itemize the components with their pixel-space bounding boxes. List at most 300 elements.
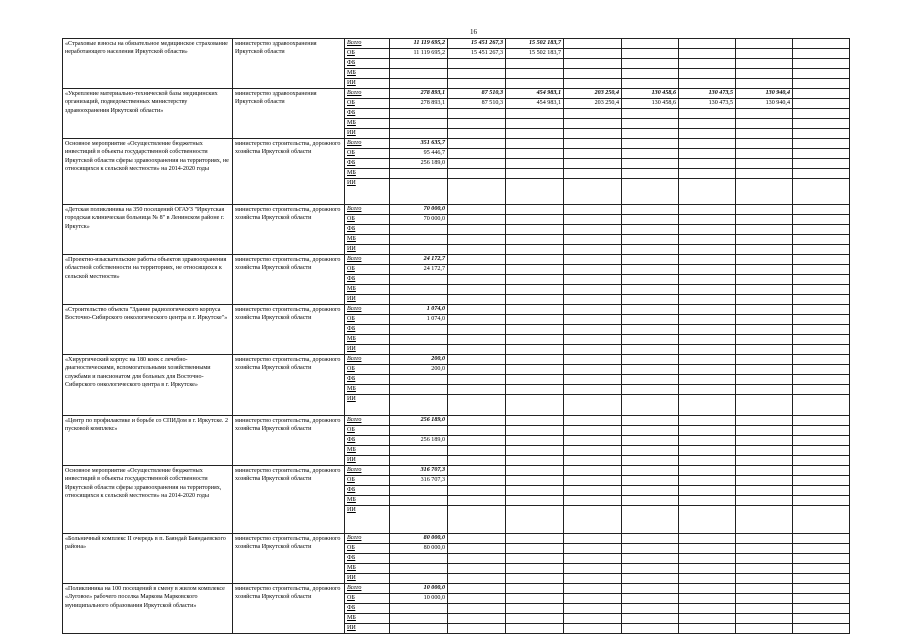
amount-cell xyxy=(793,265,850,275)
amount-cell xyxy=(793,315,850,325)
amount-cell xyxy=(679,205,736,215)
amount-cell xyxy=(736,554,793,564)
funding-source: Всего xyxy=(345,466,390,476)
amount-cell: 130 458,6 xyxy=(622,99,679,109)
amount-cell xyxy=(679,79,736,89)
amount-cell xyxy=(448,205,506,215)
amount-cell xyxy=(506,365,564,375)
amount-cell xyxy=(448,584,506,594)
amount-cell xyxy=(506,486,564,496)
amount-cell: 200,0 xyxy=(390,365,448,375)
amount-cell xyxy=(506,205,564,215)
activity-name: «Строительство объекта "Здание радиологического корпуса Восточно-Сибирского онкологического центра в г. Иркутске"» xyxy=(63,305,233,355)
amount-cell xyxy=(622,139,679,149)
amount-cell xyxy=(736,355,793,365)
amount-cell xyxy=(390,235,448,245)
amount-cell xyxy=(448,245,506,255)
amount-cell xyxy=(622,594,679,604)
amount-cell xyxy=(506,385,564,395)
amount-cell xyxy=(448,436,506,446)
amount-cell xyxy=(564,215,622,225)
amount-cell xyxy=(448,355,506,365)
amount-cell xyxy=(564,295,622,305)
amount-cell xyxy=(564,395,622,416)
table-row xyxy=(63,89,850,99)
amount-cell xyxy=(564,129,622,139)
amount-cell xyxy=(679,325,736,335)
amount-cell: 70 000,0 xyxy=(390,205,448,215)
amount-cell xyxy=(622,179,679,205)
amount-cell xyxy=(506,69,564,79)
amount-cell xyxy=(736,426,793,436)
amount-cell xyxy=(564,345,622,355)
amount-cell xyxy=(736,215,793,225)
amount-cell xyxy=(793,534,850,544)
amount-cell xyxy=(390,345,448,355)
amount-cell xyxy=(564,544,622,554)
amount-cell xyxy=(793,426,850,436)
amount-cell xyxy=(793,496,850,506)
amount-cell xyxy=(564,235,622,245)
amount-cell xyxy=(793,79,850,89)
responsible-executor: министерство строительства, дорожного хозяйства Иркутской области xyxy=(233,305,345,355)
amount-cell: 11 119 695,2 xyxy=(390,39,448,49)
amount-cell xyxy=(736,39,793,49)
amount-cell xyxy=(736,139,793,149)
funding-source: Всего xyxy=(345,89,390,99)
responsible-executor: министерство строительства, дорожного хозяйства Иркутской области xyxy=(233,205,345,255)
responsible-executor: министерство строительства, дорожного хозяйства Иркутской области xyxy=(233,255,345,305)
amount-cell xyxy=(679,534,736,544)
amount-cell xyxy=(736,159,793,169)
amount-cell xyxy=(390,325,448,335)
amount-cell xyxy=(793,235,850,245)
amount-cell: 454 983,1 xyxy=(506,99,564,109)
amount-cell xyxy=(679,355,736,365)
amount-cell xyxy=(622,604,679,614)
amount-cell xyxy=(448,345,506,355)
amount-cell xyxy=(679,109,736,119)
amount-cell xyxy=(793,275,850,285)
amount-cell xyxy=(506,624,564,634)
amount-cell xyxy=(506,235,564,245)
amount-cell xyxy=(793,69,850,79)
funding-source: ОБ xyxy=(345,544,390,554)
amount-cell xyxy=(448,255,506,265)
amount-cell xyxy=(679,245,736,255)
amount-cell xyxy=(390,564,448,574)
amount-cell xyxy=(622,624,679,634)
amount-cell xyxy=(564,456,622,466)
amount-cell xyxy=(564,275,622,285)
amount-cell xyxy=(793,325,850,335)
amount-cell: 256 189,0 xyxy=(390,416,448,426)
amount-cell xyxy=(390,506,448,534)
amount-cell xyxy=(679,446,736,456)
amount-cell xyxy=(679,564,736,574)
amount-cell xyxy=(679,59,736,69)
amount-cell xyxy=(622,215,679,225)
amount-cell xyxy=(448,315,506,325)
amount-cell xyxy=(736,624,793,634)
amount-cell xyxy=(390,285,448,295)
activity-name: «Хирургический корпус на 180 коек с лечебно-диагностическими, вспомогательными хозяйственными службами и пансионатом для больных для Восточно-Сибирского онкологического центра в г. Иркутске» xyxy=(63,355,233,416)
amount-cell xyxy=(506,584,564,594)
amount-cell xyxy=(793,416,850,426)
amount-cell xyxy=(506,426,564,436)
amount-cell: 15 502 183,7 xyxy=(506,49,564,59)
funding-source: Всего xyxy=(345,205,390,215)
page-number: 16 xyxy=(470,28,477,36)
amount-cell xyxy=(793,179,850,205)
amount-cell xyxy=(793,39,850,49)
amount-cell xyxy=(448,395,506,416)
amount-cell xyxy=(448,506,506,534)
amount-cell xyxy=(448,159,506,169)
amount-cell xyxy=(506,169,564,179)
amount-cell: 130 940,4 xyxy=(736,99,793,109)
amount-cell xyxy=(448,139,506,149)
amount-cell xyxy=(564,225,622,235)
amount-cell xyxy=(736,496,793,506)
budget-table-body xyxy=(63,39,850,634)
amount-cell xyxy=(390,335,448,345)
amount-cell xyxy=(390,129,448,139)
amount-cell xyxy=(793,594,850,604)
amount-cell xyxy=(736,574,793,584)
amount-cell xyxy=(679,39,736,49)
amount-cell xyxy=(793,584,850,594)
amount-cell xyxy=(448,375,506,385)
amount-cell xyxy=(564,255,622,265)
amount-cell xyxy=(622,255,679,265)
amount-cell xyxy=(736,614,793,624)
amount-cell xyxy=(390,604,448,614)
funding-source: ИИ xyxy=(345,79,390,89)
amount-cell xyxy=(564,39,622,49)
amount-cell xyxy=(679,295,736,305)
amount-cell xyxy=(793,574,850,584)
amount-cell xyxy=(506,225,564,235)
amount-cell xyxy=(506,614,564,624)
amount-cell: 316 707,3 xyxy=(390,476,448,486)
amount-cell xyxy=(390,179,448,205)
table-row xyxy=(63,39,850,49)
amount-cell xyxy=(679,594,736,604)
amount-cell xyxy=(736,335,793,345)
funding-source: ФБ xyxy=(345,159,390,169)
amount-cell xyxy=(622,79,679,89)
funding-source: ОБ xyxy=(345,99,390,109)
amount-cell xyxy=(506,335,564,345)
amount-cell xyxy=(564,416,622,426)
amount-cell xyxy=(793,169,850,179)
amount-cell xyxy=(506,436,564,446)
activity-name: «Страховые взносы на обязательное медицинское страхование неработающего населения Иркутской области» xyxy=(63,39,233,89)
amount-cell xyxy=(622,534,679,544)
amount-cell xyxy=(506,315,564,325)
amount-cell xyxy=(736,245,793,255)
amount-cell xyxy=(679,225,736,235)
amount-cell xyxy=(793,355,850,365)
amount-cell xyxy=(448,215,506,225)
amount-cell xyxy=(622,506,679,534)
amount-cell xyxy=(448,365,506,375)
amount-cell xyxy=(506,416,564,426)
amount-cell xyxy=(564,375,622,385)
funding-source: МБ xyxy=(345,614,390,624)
amount-cell xyxy=(506,275,564,285)
table-row xyxy=(63,305,850,315)
amount-cell xyxy=(736,79,793,89)
amount-cell xyxy=(793,476,850,486)
amount-cell xyxy=(736,109,793,119)
funding-source: Всего xyxy=(345,255,390,265)
amount-cell xyxy=(736,604,793,614)
amount-cell xyxy=(793,159,850,169)
amount-cell xyxy=(506,159,564,169)
amount-cell xyxy=(390,59,448,69)
amount-cell xyxy=(622,129,679,139)
amount-cell xyxy=(793,129,850,139)
amount-cell xyxy=(622,305,679,315)
amount-cell xyxy=(793,255,850,265)
amount-cell xyxy=(564,205,622,215)
amount-cell xyxy=(679,456,736,466)
amount-cell xyxy=(448,119,506,129)
amount-cell xyxy=(793,375,850,385)
amount-cell xyxy=(622,49,679,59)
amount-cell xyxy=(506,139,564,149)
activity-name: «Поликлиника на 100 посещений в смену в жилом комплексе «Луговое» рабочего поселка Маркова Марковского муниципального образования Иркутской области» xyxy=(63,584,233,634)
funding-source: ИИ xyxy=(345,345,390,355)
amount-cell xyxy=(679,544,736,554)
amount-cell xyxy=(390,109,448,119)
funding-source: МБ xyxy=(345,335,390,345)
funding-source: ИИ xyxy=(345,456,390,466)
responsible-executor: министерство строительства, дорожного хозяйства Иркутской области xyxy=(233,355,345,416)
amount-cell: 10 000,0 xyxy=(390,594,448,604)
funding-source: МБ xyxy=(345,446,390,456)
amount-cell xyxy=(506,355,564,365)
amount-cell xyxy=(622,395,679,416)
amount-cell: 130 940,4 xyxy=(736,89,793,99)
responsible-executor: министерство строительства, дорожного хозяйства Иркутской области xyxy=(233,416,345,466)
amount-cell: 10 000,0 xyxy=(390,584,448,594)
amount-cell xyxy=(736,416,793,426)
amount-cell xyxy=(564,265,622,275)
amount-cell xyxy=(622,584,679,594)
amount-cell xyxy=(448,456,506,466)
amount-cell xyxy=(506,594,564,604)
amount-cell xyxy=(506,215,564,225)
amount-cell: 130 473,5 xyxy=(679,89,736,99)
funding-source: ИИ xyxy=(345,574,390,584)
amount-cell xyxy=(622,345,679,355)
amount-cell xyxy=(564,486,622,496)
amount-cell xyxy=(793,109,850,119)
amount-cell xyxy=(736,315,793,325)
activity-name: «Больничный комплекс II очередь в п. Баяндай Баяндаевского района» xyxy=(63,534,233,584)
amount-cell: 454 983,1 xyxy=(506,89,564,99)
amount-cell xyxy=(679,486,736,496)
amount-cell xyxy=(448,385,506,395)
table-row xyxy=(63,534,850,544)
amount-cell xyxy=(793,335,850,345)
amount-cell xyxy=(679,49,736,59)
amount-cell xyxy=(448,604,506,614)
amount-cell xyxy=(564,496,622,506)
amount-cell xyxy=(564,534,622,544)
amount-cell: 24 172,7 xyxy=(390,265,448,275)
amount-cell xyxy=(564,426,622,436)
amount-cell xyxy=(506,179,564,205)
funding-source: ФБ xyxy=(345,486,390,496)
amount-cell xyxy=(622,574,679,584)
activity-name: Основное мероприятие «Осуществление бюджетных инвестиций в объекты государственной собственности Иркутской области сферы здравоохранения на территориях, не относящихся к сельской местности» на 2014-2020 годы xyxy=(63,139,233,205)
amount-cell: 95 446,7 xyxy=(390,149,448,159)
funding-source: ИИ xyxy=(345,624,390,634)
amount-cell xyxy=(506,285,564,295)
amount-cell xyxy=(736,436,793,446)
amount-cell xyxy=(448,79,506,89)
amount-cell xyxy=(448,554,506,564)
amount-cell xyxy=(448,335,506,345)
amount-cell xyxy=(506,119,564,129)
amount-cell: 15 451 267,3 xyxy=(448,49,506,59)
amount-cell xyxy=(390,295,448,305)
amount-cell xyxy=(622,39,679,49)
amount-cell xyxy=(622,235,679,245)
amount-cell xyxy=(390,169,448,179)
amount-cell xyxy=(793,245,850,255)
amount-cell xyxy=(564,139,622,149)
amount-cell xyxy=(793,49,850,59)
amount-cell xyxy=(622,335,679,345)
amount-cell: 15 451 267,3 xyxy=(448,39,506,49)
amount-cell xyxy=(564,564,622,574)
amount-cell xyxy=(564,335,622,345)
funding-source: ОБ xyxy=(345,215,390,225)
amount-cell xyxy=(564,325,622,335)
funding-source: МБ xyxy=(345,235,390,245)
amount-cell xyxy=(736,345,793,355)
amount-cell xyxy=(448,59,506,69)
amount-cell xyxy=(564,446,622,456)
amount-cell xyxy=(390,574,448,584)
amount-cell xyxy=(564,79,622,89)
amount-cell xyxy=(679,169,736,179)
amount-cell xyxy=(564,385,622,395)
amount-cell xyxy=(506,466,564,476)
amount-cell: 80 000,0 xyxy=(390,534,448,544)
activity-name: «Центр по профилактике и борьбе со СПИДом в г. Иркутске. 2 пусковой комплекс» xyxy=(63,416,233,466)
amount-cell xyxy=(679,149,736,159)
amount-cell xyxy=(736,375,793,385)
amount-cell xyxy=(448,325,506,335)
amount-cell xyxy=(564,355,622,365)
amount-cell xyxy=(448,265,506,275)
amount-cell xyxy=(736,69,793,79)
amount-cell xyxy=(622,159,679,169)
amount-cell xyxy=(679,624,736,634)
amount-cell xyxy=(506,109,564,119)
funding-source: ФБ xyxy=(345,554,390,564)
amount-cell xyxy=(736,255,793,265)
amount-cell xyxy=(679,119,736,129)
amount-cell xyxy=(793,225,850,235)
table-row xyxy=(63,139,850,149)
responsible-executor: министерство строительства, дорожного хозяйства Иркутской области xyxy=(233,466,345,534)
table-row xyxy=(63,355,850,365)
table-row xyxy=(63,416,850,426)
funding-source: ФБ xyxy=(345,225,390,235)
amount-cell xyxy=(622,564,679,574)
amount-cell xyxy=(736,129,793,139)
amount-cell xyxy=(564,159,622,169)
amount-cell xyxy=(448,534,506,544)
amount-cell xyxy=(793,446,850,456)
amount-cell xyxy=(622,426,679,436)
amount-cell xyxy=(506,265,564,275)
amount-cell xyxy=(506,79,564,89)
amount-cell xyxy=(448,275,506,285)
amount-cell xyxy=(736,395,793,416)
amount-cell xyxy=(448,305,506,315)
amount-cell: 316 707,3 xyxy=(390,466,448,476)
amount-cell xyxy=(564,169,622,179)
amount-cell xyxy=(564,436,622,446)
amount-cell xyxy=(622,285,679,295)
amount-cell xyxy=(622,416,679,426)
amount-cell xyxy=(622,554,679,564)
responsible-executor: министерство строительства, дорожного хозяйства Иркутской области xyxy=(233,534,345,584)
amount-cell xyxy=(622,119,679,129)
funding-source: ОБ xyxy=(345,365,390,375)
amount-cell xyxy=(622,466,679,476)
funding-source: ОБ xyxy=(345,426,390,436)
amount-cell xyxy=(622,109,679,119)
activity-name: Основное мероприятие «Осуществление бюджетных инвестиций в объекты государственной собственности Иркутской области сферы здравоохранения на территориях, относящихся к сельской местности» на 2014-2020 годы xyxy=(63,466,233,534)
amount-cell xyxy=(622,486,679,496)
amount-cell xyxy=(793,395,850,416)
table-row xyxy=(63,255,850,265)
amount-cell xyxy=(564,245,622,255)
funding-source: Всего xyxy=(345,355,390,365)
amount-cell xyxy=(390,486,448,496)
amount-cell xyxy=(564,614,622,624)
amount-cell xyxy=(622,544,679,554)
amount-cell xyxy=(448,614,506,624)
funding-source: ОБ xyxy=(345,265,390,275)
amount-cell xyxy=(506,496,564,506)
amount-cell xyxy=(564,109,622,119)
amount-cell xyxy=(622,325,679,335)
amount-cell xyxy=(679,466,736,476)
amount-cell xyxy=(390,245,448,255)
amount-cell xyxy=(506,375,564,385)
amount-cell xyxy=(448,466,506,476)
amount-cell xyxy=(679,129,736,139)
amount-cell xyxy=(564,315,622,325)
funding-source: Всего xyxy=(345,584,390,594)
amount-cell xyxy=(448,446,506,456)
amount-cell xyxy=(679,305,736,315)
amount-cell xyxy=(622,446,679,456)
responsible-executor: министерство строительства, дорожного хозяйства Иркутской области xyxy=(233,139,345,205)
amount-cell xyxy=(448,285,506,295)
amount-cell xyxy=(679,265,736,275)
